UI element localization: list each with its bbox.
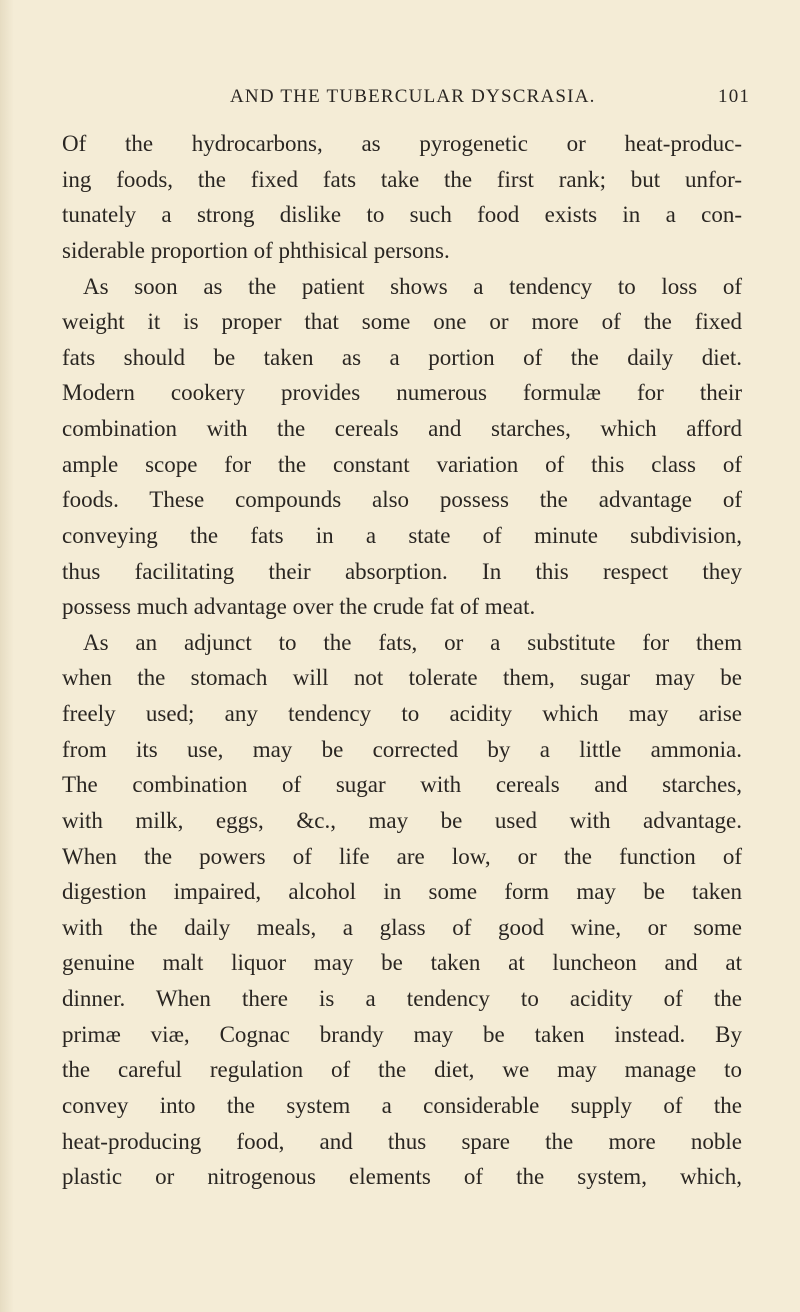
text-line: genuine malt liquor may be taken at luncheon and at [62, 950, 742, 976]
text-line: siderable proportion of phthisical persons. [62, 237, 450, 263]
text-line: ample scope for the constant variation of this class of [62, 451, 742, 477]
page-gutter-shadow [0, 0, 14, 1312]
text-line: heat-producing food, and thus spare the more noble [62, 1128, 742, 1154]
text-line: The combination of sugar with cereals and starches, [62, 772, 742, 798]
text-line: Modern cookery provides numerous formulæ for their [62, 380, 742, 406]
text-line: with the daily meals, a glass of good wine, or some [62, 914, 742, 940]
text-line: When the powers of life are low, or the function of [62, 843, 742, 869]
page-number: 101 [718, 86, 751, 107]
text-line: when the stomach will not tolerate them, sugar may be [62, 665, 742, 691]
text-line: plastic or nitrogenous elements of the system, which, [62, 1164, 742, 1190]
running-header [0, 86, 800, 112]
text-line: the careful regulation of the diet, we may manage to [62, 1057, 742, 1083]
text-line: convey into the system a considerable supply of the [62, 1092, 742, 1118]
text-line: freely used; any tendency to acidity which may arise [62, 701, 742, 726]
text-line: weight it is proper that some one or more of the fixed [62, 309, 742, 335]
text-line: thus facilitating their absorption. In this respect they [62, 558, 742, 584]
text-line: tunately a strong dislike to such food exists in a con- [62, 202, 742, 228]
text-line: with milk, eggs, &c., may be used with advantage. [62, 807, 742, 833]
text-line: combination with the cereals and starches, which afford [62, 416, 742, 441]
text-line: dinner. When there is a tendency to acidity of the [62, 986, 742, 1011]
text-line: As soon as the patient shows a tendency to loss of [83, 273, 742, 299]
text-line: conveying the fats in a state of minute subdivision, [62, 522, 742, 548]
text-line: possess much advantage over the crude fat of meat. [62, 594, 536, 620]
body-text [62, 126, 742, 1195]
text-line: Of the hydrocarbons, as pyrogenetic or heat-produc- [62, 131, 742, 156]
text-line: from its use, may be corrected by a little ammonia. [62, 736, 742, 762]
text-line: foods. These compounds also possess the advantage of [62, 487, 742, 513]
text-line: primæ viæ, Cognac brandy may be taken instead. By [62, 1021, 742, 1047]
text-line: ing foods, the fixed fats take the first rank; but unfor- [62, 166, 742, 192]
text-line: digestion impaired, alcohol in some form may be taken [62, 879, 742, 905]
text-line: fats should be taken as a portion of the daily diet. [62, 344, 742, 370]
running-title: AND THE TUBERCULAR DYSCRASIA. [230, 86, 596, 107]
text-line: As an adjunct to the fats, or a substitute for them [83, 629, 742, 655]
